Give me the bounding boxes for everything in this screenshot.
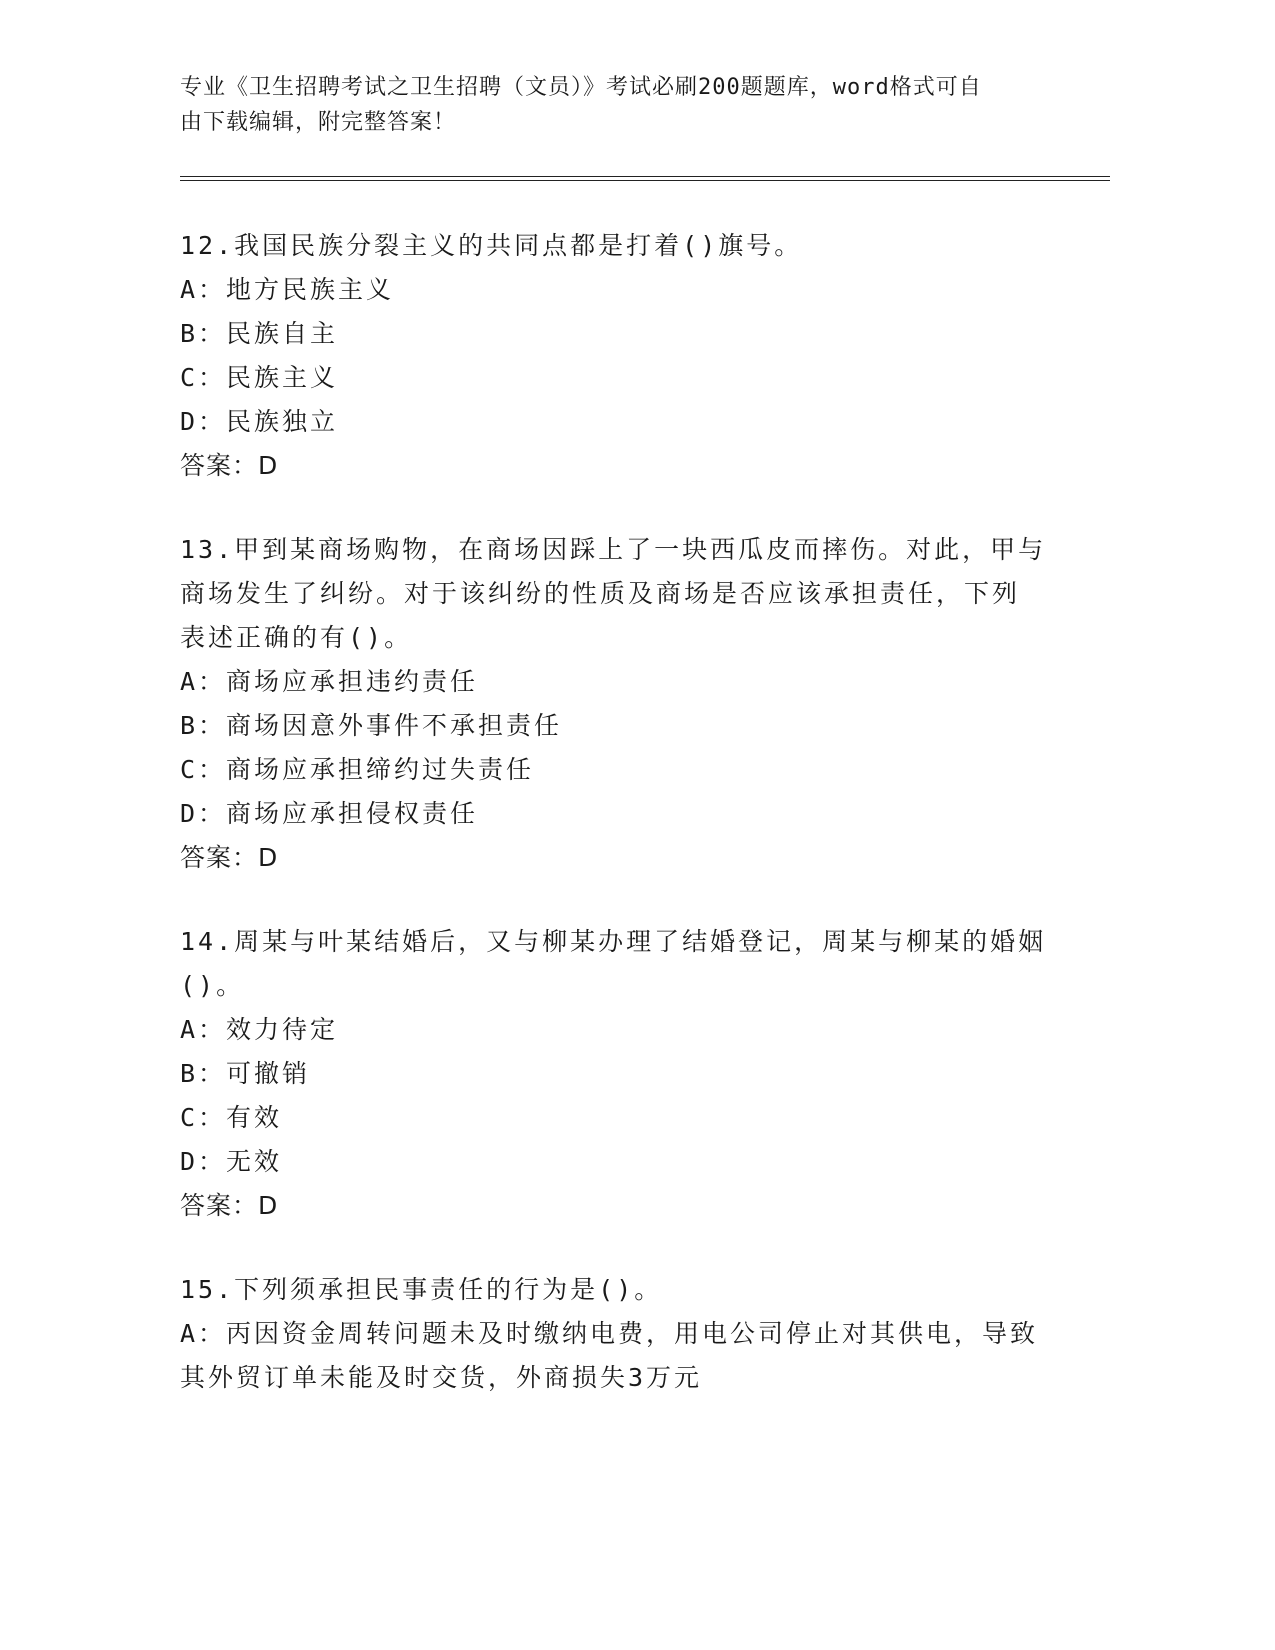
header-line-1: 专业《卫生招聘考试之卫生招聘（文员）》考试必刷200题题库，word格式可自 [180,75,982,100]
document-header [180,70,1040,140]
question-14 [180,920,1050,1228]
answer: 答案：D [180,1191,279,1220]
question-text: 15.下列须承担民事责任的行为是()。 [180,1275,663,1304]
question-text: 13.甲到某商场购物，在商场因踩上了一块西瓜皮而摔伤。对此，甲与 [180,535,1047,564]
header-line-2: 由下载编辑，附完整答案！ [180,110,457,135]
question-15 [180,1268,1050,1400]
answer: 答案：D [180,451,279,480]
question-text: 表述正确的有()。 [180,623,413,652]
option-a-continued: 其外贸订单未能及时交货，外商损失3万元 [180,1363,703,1392]
question-text: 商场发生了纠纷。对于该纠纷的性质及商场是否应该承担责任，下列 [180,579,1021,608]
answer: 答案：D [180,843,279,872]
option-b: B：民族自主 [180,319,339,348]
option-d: D：商场应承担侵权责任 [180,799,479,828]
question-13 [180,528,1050,880]
option-d: D：无效 [180,1147,283,1176]
option-b: B：商场因意外事件不承担责任 [180,711,563,740]
question-12 [180,224,1050,488]
option-d: D：民族独立 [180,407,339,436]
option-a: A：丙因资金周转问题未及时缴纳电费，用电公司停止对其供电，导致 [180,1319,1039,1348]
option-c: C：商场应承担缔约过失责任 [180,755,535,784]
option-c: C：民族主义 [180,363,339,392]
option-a: A：地方民族主义 [180,275,395,304]
question-text: 12.我国民族分裂主义的共同点都是打着()旗号。 [180,231,803,260]
question-text: 14.周某与叶某结婚后，又与柳某办理了结婚登记，周某与柳某的婚姻 [180,927,1047,956]
option-b: B：可撤销 [180,1059,311,1088]
option-c: C：有效 [180,1103,283,1132]
header-divider [180,176,1110,181]
question-text: ()。 [180,971,245,1000]
option-a: A：商场应承担违约责任 [180,667,479,696]
option-a: A：效力待定 [180,1015,339,1044]
